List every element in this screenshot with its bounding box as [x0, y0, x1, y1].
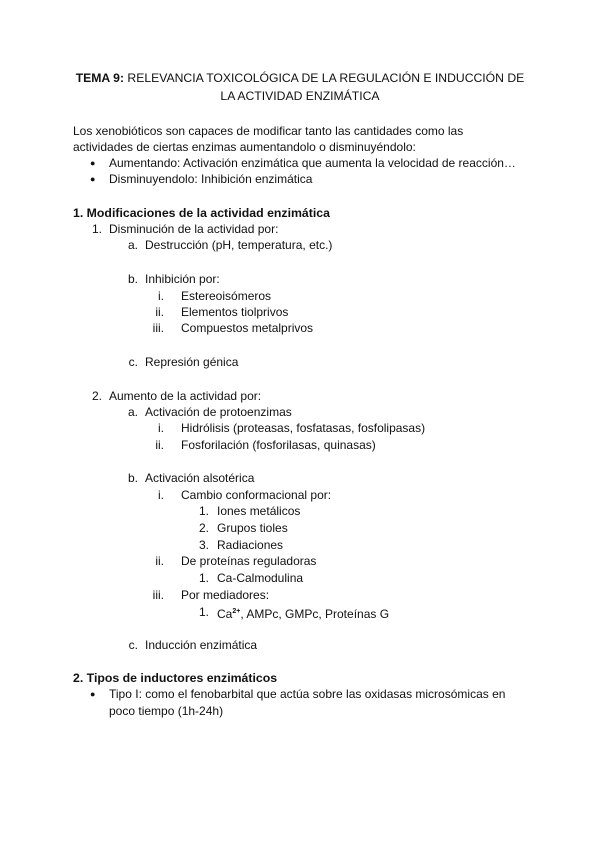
intro-bullet-1: Aumentando: Activación enzimática que aumenta la velocidad de reacción…: [109, 156, 516, 170]
list-roman: i.: [158, 488, 164, 502]
list-letter: b.: [127, 471, 138, 485]
intro-line-2: actividades de ciertas enzimas aumentandolo o disminuyéndolo:: [73, 140, 416, 154]
list-number: 2.: [91, 389, 102, 403]
list-item: Inducción enzimática: [145, 638, 258, 652]
list-letter: c.: [128, 355, 138, 369]
list-item: Compuestos metalprivos: [181, 321, 314, 335]
list-item: Estereoisómeros: [181, 289, 272, 303]
list-item: Activación de protoenzimas: [145, 405, 292, 419]
list-item: [217, 604, 389, 622]
list-roman: i.: [158, 421, 164, 435]
list-item: Ca-Calmodulina: [217, 571, 304, 585]
list-number: 1.: [198, 605, 209, 619]
page-title: [0, 70, 600, 86]
bullet-icon: ●: [90, 158, 96, 168]
section-1-heading: 1. Modificaciones de la actividad enzimática: [73, 206, 330, 220]
list-letter: a.: [127, 405, 138, 419]
list-item: Destrucción (pH, temperatura, etc.): [145, 238, 333, 252]
list-item: Iones metálicos: [217, 504, 301, 518]
list-item: Inhibición por:: [145, 272, 220, 286]
list-item: Por mediadores:: [181, 588, 270, 602]
title-label: TEMA 9:: [75, 71, 125, 85]
title-line-1: RELEVANCIA TOXICOLÓGICA DE LA REGULACIÓN E INDUCCIÓN DE: [127, 71, 525, 85]
ca-charge-superscript: 2+: [232, 608, 241, 615]
list-item: Elementos tiolprivos: [181, 305, 289, 319]
title-line-2: LA ACTIVIDAD ENZIMÁTICA: [220, 89, 380, 103]
list-item: Cambio conformacional por:: [181, 488, 332, 502]
list-item: Hidrólisis (proteasas, fosfatasas, fosfolipasas): [181, 421, 426, 435]
list-roman: iii.: [152, 321, 164, 335]
bullet-icon: ●: [90, 689, 96, 699]
list-number: 3.: [198, 538, 209, 552]
list-number: 2.: [198, 521, 209, 535]
section-2-bullet-line-1: Tipo I: como el fenobarbital que actúa sobre las oxidasas microsómicas en: [109, 687, 506, 701]
list-item: Grupos tioles: [217, 521, 288, 535]
section-2-bullet-line-2: poco tiempo (1h-24h): [109, 704, 224, 718]
list-item: Disminución de la actividad por:: [109, 222, 279, 236]
list-letter: b.: [127, 272, 138, 286]
list-item: Fosforilación (fosforilasas, quinasas): [181, 438, 376, 452]
ca-text: Ca: [217, 607, 233, 621]
list-roman: ii.: [155, 554, 164, 568]
intro-bullet-2: Disminuyendolo: Inhibición enzimática: [109, 172, 313, 186]
list-item: Activación alsotérica: [145, 471, 255, 485]
list-item: Represión génica: [145, 355, 239, 369]
list-roman: ii.: [155, 438, 164, 452]
list-roman: ii.: [155, 305, 164, 319]
list-item: Radiaciones: [217, 538, 284, 552]
list-number: 1.: [91, 222, 102, 236]
list-letter: a.: [127, 238, 138, 252]
intro-line-1: Los xenobióticos son capaces de modificar tanto las cantidades como las: [73, 124, 464, 138]
list-roman: iii.: [152, 588, 164, 602]
list-item: De proteínas reguladoras: [181, 554, 317, 568]
list-roman: i.: [158, 289, 164, 303]
bullet-icon: ●: [90, 174, 96, 184]
section-2-heading: 2. Tipos de inductores enzimáticos: [73, 671, 278, 685]
mediators-text: , AMPc, GMPc, Proteínas G: [240, 607, 390, 621]
list-item: Aumento de la actividad por:: [109, 389, 262, 403]
list-letter: c.: [128, 638, 138, 652]
list-number: 1.: [198, 504, 209, 518]
list-number: 1.: [198, 571, 209, 585]
